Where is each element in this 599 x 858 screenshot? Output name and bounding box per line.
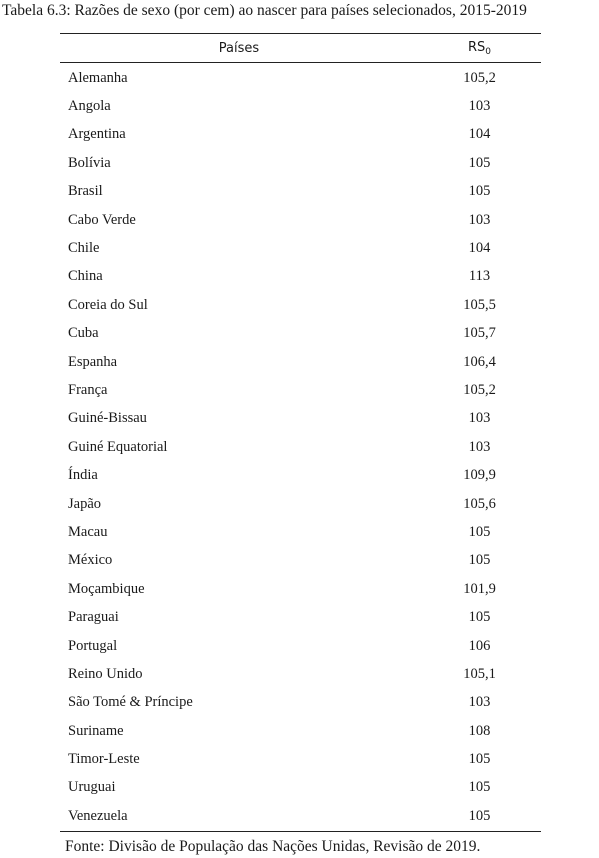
cell-rs0-value: 103 bbox=[468, 211, 491, 228]
table-row bbox=[60, 575, 541, 603]
table-row bbox=[60, 263, 541, 291]
cell-country: Espanha bbox=[68, 353, 118, 370]
cell-rs0-value: 105,1 bbox=[463, 665, 496, 682]
cell-rs0-value: 103 bbox=[468, 694, 491, 711]
cell-country: Bolívia bbox=[68, 154, 111, 171]
cell-rs0-value: 104 bbox=[468, 240, 491, 257]
cell-country: Suriname bbox=[68, 722, 124, 739]
table-row bbox=[60, 461, 541, 489]
cell-rs0-value: 105 bbox=[468, 807, 491, 824]
cell-rs0-value: 105 bbox=[468, 183, 491, 200]
cell-rs0-value: 113 bbox=[468, 268, 491, 285]
header-rs-subscript: 0 bbox=[485, 46, 492, 57]
cell-country: Angola bbox=[68, 98, 111, 115]
table-source-note: Fonte: Divisão de População das Nações Unidas, Revisão de 2019. bbox=[65, 838, 481, 855]
table-row bbox=[60, 433, 541, 461]
cell-rs0-value: 105,2 bbox=[463, 69, 496, 86]
table-body bbox=[60, 63, 541, 831]
cell-country: Paraguai bbox=[68, 609, 119, 626]
table-row bbox=[60, 348, 541, 376]
header-rs0 bbox=[418, 40, 541, 57]
cell-rs0-value: 105,2 bbox=[463, 381, 496, 398]
cell-rs0-value: 105 bbox=[468, 779, 491, 796]
table-row bbox=[60, 632, 541, 660]
table-row bbox=[60, 206, 541, 234]
header-countries: Países bbox=[218, 40, 260, 56]
cell-country: China bbox=[68, 268, 103, 285]
table-row bbox=[60, 234, 541, 262]
cell-rs0-value: 105 bbox=[468, 154, 491, 171]
cell-country: Macau bbox=[68, 523, 108, 540]
table-row bbox=[60, 689, 541, 717]
cell-country: México bbox=[68, 552, 113, 569]
cell-rs0-value: 105 bbox=[468, 552, 491, 569]
table-row bbox=[60, 121, 541, 149]
cell-country: Cabo Verde bbox=[68, 211, 136, 228]
table-row bbox=[60, 717, 541, 745]
cell-rs0-value: 109,9 bbox=[463, 467, 496, 484]
cell-rs0-value: 103 bbox=[468, 410, 491, 427]
table-row bbox=[60, 745, 541, 773]
cell-country: Índia bbox=[68, 467, 98, 484]
table-row bbox=[60, 149, 541, 177]
cell-rs0-value: 101,9 bbox=[463, 580, 496, 597]
cell-country: Chile bbox=[68, 240, 100, 257]
cell-rs0-value: 105,6 bbox=[463, 495, 496, 512]
cell-country: Reino Unido bbox=[68, 665, 143, 682]
cell-rs0-value: 105 bbox=[468, 523, 491, 540]
cell-country: Alemanha bbox=[68, 69, 128, 86]
cell-country: Moçambique bbox=[68, 580, 145, 597]
cell-country: São Tomé & Príncipe bbox=[68, 694, 193, 711]
table-row bbox=[60, 376, 541, 404]
cell-country: Cuba bbox=[68, 325, 99, 342]
cell-country: Argentina bbox=[68, 126, 126, 143]
sex-ratio-table bbox=[60, 33, 541, 832]
cell-country: Guiné-Bissau bbox=[68, 410, 147, 427]
table-caption: Tabela 6.3: Razões de sexo (por cem) ao nascer para países selecionados, 2015-2019 bbox=[2, 2, 527, 19]
cell-rs0-value: 103 bbox=[468, 98, 491, 115]
cell-country: Japão bbox=[68, 495, 102, 512]
table-row bbox=[60, 774, 541, 802]
cell-country: Uruguai bbox=[68, 779, 116, 796]
cell-rs0-value: 105 bbox=[468, 751, 491, 768]
cell-country: Brasil bbox=[68, 183, 103, 200]
header-rs-label: RS bbox=[467, 39, 486, 55]
table-row bbox=[60, 490, 541, 518]
table-row bbox=[60, 547, 541, 575]
table-row bbox=[60, 178, 541, 206]
table-row bbox=[60, 320, 541, 348]
cell-rs0-value: 104 bbox=[468, 126, 491, 143]
table-row bbox=[60, 92, 541, 120]
cell-rs0-value: 105 bbox=[468, 609, 491, 626]
cell-rs0-value: 105,7 bbox=[463, 325, 496, 342]
table-row bbox=[60, 518, 541, 546]
table-header bbox=[60, 34, 541, 62]
table-row bbox=[60, 802, 541, 830]
table-bottom-rule bbox=[60, 831, 541, 832]
cell-country: Coreia do Sul bbox=[68, 296, 148, 313]
cell-rs0-value: 105,5 bbox=[463, 296, 496, 313]
table-row bbox=[60, 405, 541, 433]
table-row bbox=[60, 64, 541, 92]
cell-rs0-value: 108 bbox=[468, 722, 491, 739]
table-row bbox=[60, 291, 541, 319]
cell-rs0-value: 106 bbox=[468, 637, 491, 654]
cell-country: França bbox=[68, 381, 108, 398]
table-row bbox=[60, 660, 541, 688]
cell-country: Portugal bbox=[68, 637, 118, 654]
cell-country: Timor-Leste bbox=[68, 751, 140, 768]
cell-country: Venezuela bbox=[68, 807, 128, 824]
cell-rs0-value: 103 bbox=[468, 438, 491, 455]
table-row bbox=[60, 603, 541, 631]
cell-country: Guiné Equatorial bbox=[68, 438, 168, 455]
cell-rs0-value: 106,4 bbox=[463, 353, 496, 370]
